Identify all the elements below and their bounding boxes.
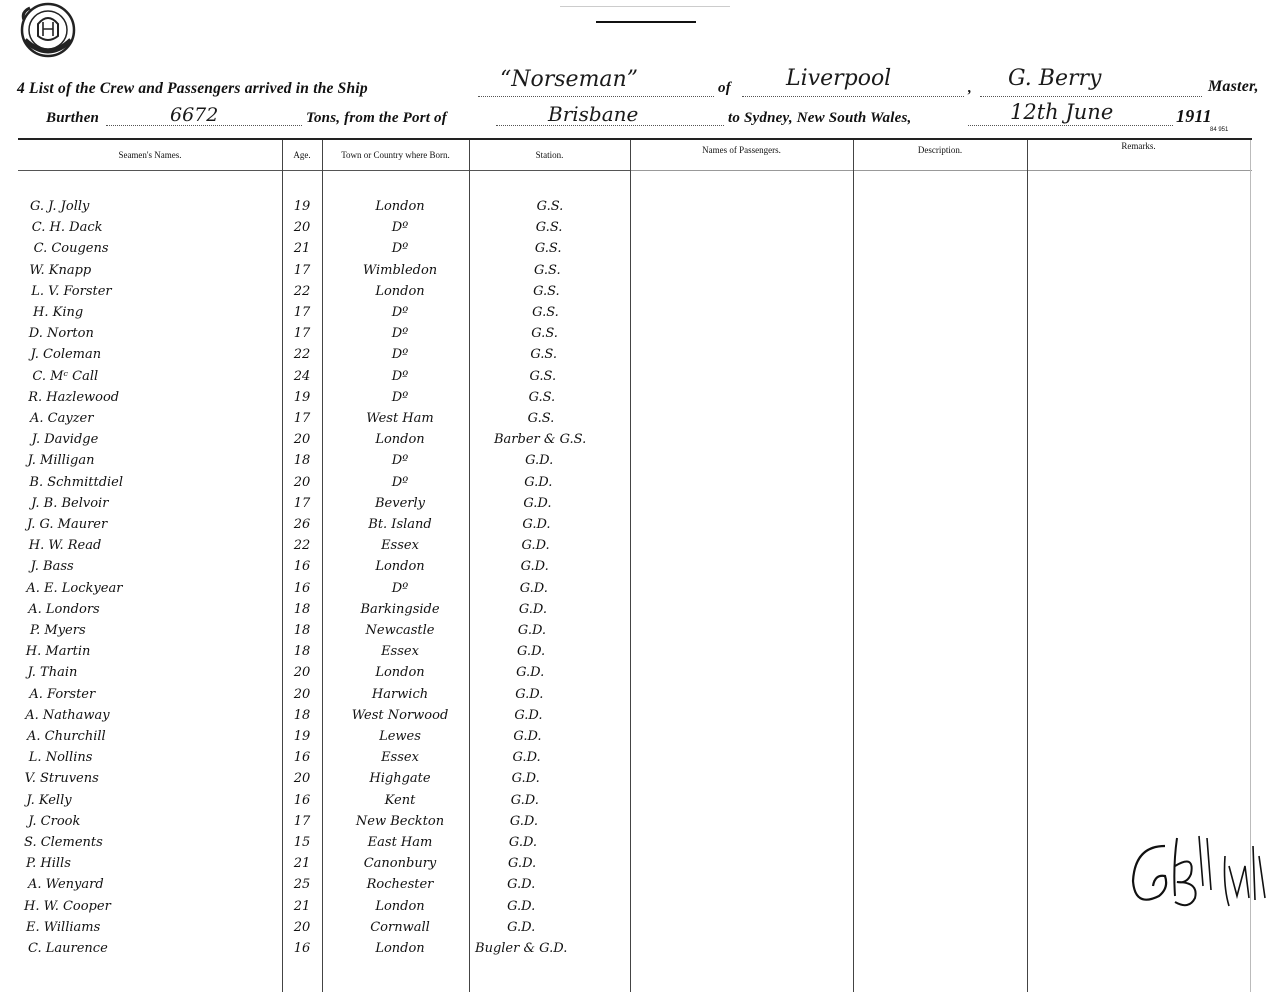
crew-row [0,326,630,347]
crew-age: 17 [293,495,311,511]
crew-town: Kent [384,792,416,808]
crew-town: Wimbledon [362,262,438,278]
crew-station: G.D. [524,474,553,490]
crew-town: London [375,432,425,448]
crew-name: E. Williams [26,919,101,935]
master-name: G. Berry [1008,66,1102,91]
col-header-age: Age. [293,150,311,160]
crew-town: Beverly [374,495,425,511]
crew-age: 17 [293,411,311,426]
crew-name: L. V. Forster [31,283,112,299]
crew-row [0,920,630,941]
crew-name: H. King [33,305,84,320]
crew-town: Harwich [371,686,429,702]
signature-title [1125,828,1129,829]
crew-row [0,369,630,390]
crew-town: Dº [391,474,409,490]
crew-age: 15 [293,835,311,850]
date-dotline [968,125,1173,126]
crew-row [0,877,630,898]
crew-name: J. B. Belvoir [31,495,109,511]
crew-age: 22 [293,538,311,554]
crew-row [0,708,630,729]
crew-row [0,750,630,771]
crew-station: G.D. [519,580,548,596]
crew-town: West Norwood [351,707,449,723]
crew-town: London [375,283,425,299]
crew-station: G.D. [523,495,552,511]
crew-name: A. Forster [29,686,96,702]
crew-age: 22 [293,347,311,363]
crew-age: 20 [293,919,311,935]
crew-row [0,835,630,856]
crew-row [0,517,630,538]
crew-station: G.D. [511,771,540,787]
ship-name: “Norseman” [500,67,638,92]
master-signature [1125,826,1275,916]
crew-name: L. Nollins [28,750,93,766]
crew-row [0,687,630,708]
crew-town: Dº [391,305,409,320]
crew-age: 21 [293,898,311,914]
crew-age: 17 [293,326,311,342]
crew-name: W. Knapp [29,262,92,278]
crew-town: London [375,665,425,681]
crew-age: 18 [293,707,311,723]
divider-description [853,140,854,992]
crew-age: 17 [293,305,311,320]
crew-name: J. Coleman [30,347,102,363]
crew-station: G.S. [528,389,556,405]
crew-age: 18 [293,601,311,617]
form-code: 84 951 [1210,127,1229,133]
crew-row [0,305,630,326]
crew-row [0,411,630,432]
crew-name: A. E. Lockyear [26,580,123,596]
crew-row [0,581,630,602]
crew-town: Dº [391,368,409,384]
crew-age: 21 [293,856,311,872]
crew-row [0,793,630,814]
crew-age: 20 [293,220,311,236]
crew-town: Essex [381,750,419,766]
crew-row [0,347,630,368]
crew-row [0,432,630,453]
crew-station: G.S. [532,305,559,320]
crew-station: G.S. [533,262,561,278]
col-header-town: Town or Country where Born. [341,150,450,160]
crew-station: G.D. [525,453,554,469]
crew-town: Dº [391,326,409,342]
crew-name: J. Thain [27,665,78,681]
crew-name: A. Wenyard [28,877,104,893]
crew-name: H. W. Read [28,538,102,554]
crew-name: A. Londors [28,601,100,617]
tons-label: Tons, from the Port of [306,110,447,126]
crew-station: G.D. [507,877,536,893]
crew-name: J. Crook [28,813,81,829]
crew-station: G.D. [508,835,538,850]
crew-age: 16 [293,941,311,956]
crew-station: G.D. [513,729,542,744]
crew-name: J. Bass [30,559,74,575]
crew-age: 18 [293,453,311,469]
crew-name: S. Clements [24,835,103,850]
crew-station: G.S. [534,241,562,257]
crew-name: A. Nathaway [25,707,110,723]
crew-name: J. G. Maurer [27,517,108,532]
signature-text [1125,826,1129,827]
divider-remarks [1027,140,1028,992]
ship-dotline [478,96,714,97]
crew-age: 19 [293,199,311,214]
crew-station: G.D. [518,601,547,617]
crew-age: 20 [293,432,311,448]
crew-name: G. J. Jolly [30,199,90,214]
header-line1-prefix: 4 List of the Crew and Passengers arrived in the Ship [17,80,368,97]
col-header-remarks: Remarks. [1121,141,1156,151]
crew-age: 26 [293,517,311,532]
crew-station: G.D. [515,686,544,702]
crew-station: G.D. [520,559,549,575]
crew-town: London [375,199,425,214]
crew-row [0,263,630,284]
crew-station: G.S. [530,347,557,363]
crew-town: Rochester [366,877,434,893]
crew-row [0,729,630,750]
divider-passengers [630,140,631,992]
crew-name: A. Churchill [27,729,106,744]
crew-name: C. Mᶜ Call [32,368,99,384]
year: 1911 [1176,106,1212,126]
crew-town: London [375,898,425,914]
crew-age: 16 [293,750,311,766]
crew-age: 18 [293,644,311,660]
crew-name: H. Martin [25,644,91,660]
crew-station: G.D. [510,792,539,808]
of-label: of [718,80,731,96]
crew-town: London [375,559,425,575]
crew-name: C. Cougens [33,241,109,257]
port-of-registry: Liverpool [786,66,892,91]
crew-row [0,475,630,496]
crew-row [0,771,630,792]
crew-station: G.D. [521,538,550,554]
crew-town: Essex [381,538,419,554]
crew-age: 20 [293,771,311,787]
crew-age: 19 [293,729,311,744]
crew-town: Canonbury [363,856,437,872]
crew-age: 16 [293,559,311,575]
crew-town: Dº [391,389,409,405]
crew-station: Bugler & G.D. [475,941,568,956]
crew-row [0,665,630,686]
crew-town: West Ham [366,411,434,426]
crew-station: G.D. [508,856,537,872]
header-bottom-rule [18,170,630,171]
crew-age: 24 [293,368,311,384]
crew-row [0,623,630,644]
crew-name: R. Hazlewood [28,389,120,405]
crew-row [0,496,630,517]
crew-name: J. Kelly [26,792,72,808]
crew-row [0,538,630,559]
crew-town: Newcastle [365,623,435,638]
top-faint-mark [560,6,730,7]
seal-text [30,40,34,41]
crew-name: H. W. Cooper [24,898,111,914]
crew-row [0,856,630,877]
crew-age: 25 [293,877,311,893]
crew-age: 20 [293,665,311,681]
crew-town: Cornwall [370,919,430,935]
crew-station: G.S. [529,368,557,384]
col-header-seamen: Seamen's Names. [118,150,182,160]
crew-age: 22 [293,283,311,299]
crew-town: New Beckton [355,813,445,829]
crew-name: J. Davidge [31,432,99,448]
crew-town: Bt. Island [368,517,432,532]
crew-town: Dº [391,453,409,469]
crew-name: J. Milligan [27,453,95,469]
crew-row [0,390,630,411]
crew-town: Barkingside [360,601,440,617]
crew-station: G.S. [531,326,558,342]
crew-age: 18 [293,623,311,638]
crew-age: 17 [293,813,311,829]
crew-station: G.D. [507,898,536,914]
crew-town: Lewes [379,729,421,744]
crew-age: 16 [293,792,311,808]
crew-town: Highgate [369,771,431,787]
crew-station: G.D. [517,644,546,660]
comma: , [968,80,972,96]
crew-age: 17 [293,262,311,278]
crew-row [0,284,630,305]
crew-row [0,602,630,623]
crew-age: 16 [293,580,311,596]
col-header-description: Description. [917,145,963,155]
crew-name: P. Hills [26,856,71,872]
top-decorative-rule [596,21,696,23]
crew-name: C. H. Dack [31,220,103,236]
crew-name: B. Schmittdiel [29,474,124,490]
master-dotline [980,96,1202,97]
crew-name: P. Myers [30,623,86,638]
crew-row [0,899,630,920]
sydney-seal-stamp [16,2,80,60]
crew-station: G.D. [522,517,551,532]
crew-town: Dº [391,580,409,596]
registry-dotline [742,96,964,97]
crew-age: 21 [293,241,311,257]
crew-station: G.D. [512,750,541,766]
master-label: Master, [1208,78,1259,95]
crew-station: G.S. [527,411,555,426]
crew-age: 20 [293,686,311,702]
crew-name: C. Laurence [28,941,108,956]
crew-age: 19 [293,389,311,405]
crew-station: G.S. [533,283,560,299]
crew-age: 20 [293,474,311,490]
crew-town: Dº [391,220,409,236]
crew-row [0,941,630,962]
to-sydney-label: to Sydney, New South Wales, [728,110,912,126]
crew-row [0,453,630,474]
crew-row [0,559,630,580]
crew-station: G.D. [517,623,547,638]
crew-station: G.D. [509,813,538,829]
col-header-passengers: Names of Passengers. [702,145,781,155]
crew-town: East Ham [367,835,433,850]
crew-town: Dº [391,347,409,363]
header-bottom-rule-right [630,170,1252,171]
burthen-label: Burthen [46,110,100,126]
col-header-station: Station. [535,150,564,160]
from-port: Brisbane [548,102,639,126]
arrival-date: 12th June [1010,100,1114,124]
crew-station: G.D. [514,707,543,723]
crew-row [0,241,630,262]
crew-name: V. Struvens [24,771,99,787]
crew-name: D. Norton [28,326,94,342]
crew-station: G.D. [507,919,536,935]
crew-row [0,644,630,665]
crew-station: G.S. [536,199,564,214]
crew-row [0,199,630,220]
crew-name: A. Cayzer [30,411,94,426]
crew-row [0,814,630,835]
crew-town: Essex [381,644,419,660]
crew-town: London [375,941,425,956]
crew-station: G.D. [516,665,545,681]
burthen-value: 6672 [170,104,219,126]
crew-station: Barber & G.S. [493,432,587,448]
crew-row [0,220,630,241]
crew-town: Dº [391,241,409,257]
crew-station: G.S. [535,220,563,236]
